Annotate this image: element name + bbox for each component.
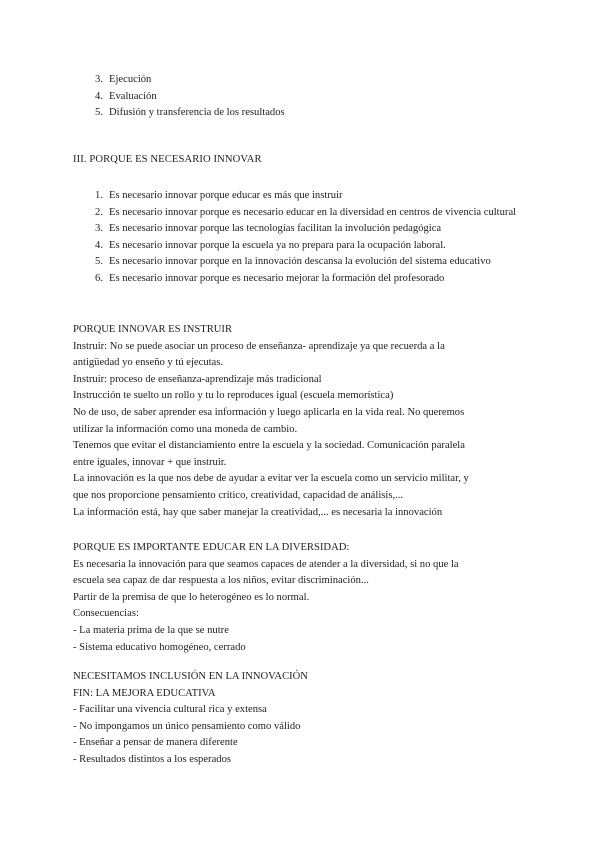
list-text: Ejecución <box>109 74 152 85</box>
list-text: Difusión y transferencia de los resultados <box>109 107 285 119</box>
list-text: Es necesario innovar porque es necesario educar en la diversidad en centros de vivencia cultural <box>109 206 517 218</box>
paragraph-line: - Enseñar a pensar de manera diferente <box>73 737 238 749</box>
paragraph-line: - La materia prima de la que se nutre <box>73 624 229 636</box>
paragraph-line: - Facilitar una vivencia cultural rica y extensa <box>73 704 267 716</box>
section-heading: PORQUE INNOVAR ES INSTRUIR <box>73 324 233 335</box>
paragraph-line: - Sistema educativo homogéneo, cerrado <box>73 641 246 653</box>
list-text: Es necesario innovar porque educar es más que instruir <box>109 190 343 201</box>
list-item <box>89 254 516 271</box>
paragraph-line: Partir de la premisa de que lo heterogéneo es lo normal. <box>73 591 310 603</box>
list-item <box>89 89 285 106</box>
section-heading-porque-innovar: III. PORQUE ES NECESARIO INNOVAR <box>73 154 262 165</box>
section-heading: PORQUE ES IMPORTANTE EDUCAR EN LA DIVERSIDAD: <box>73 542 350 553</box>
list-text: Evaluación <box>109 90 157 102</box>
list-number: 4. <box>95 90 103 102</box>
inclusion-section <box>73 669 543 769</box>
paragraph-line: Es necesaria la innovación para que seamos capaces de atender a la diversidad, si no que la <box>73 558 459 570</box>
list-text: Es necesario innovar porque las tecnologías facilitan la involución pedagógica <box>109 223 442 235</box>
paragraph-line: Instruir: No se puede asociar un proceso de enseñanza- aprendizaje ya que recuerda a la <box>73 340 445 352</box>
list-text: Es necesario innovar porque en la innovación descansa la evolución del sistema educativo <box>109 256 491 268</box>
paragraph-line: Instruir: proceso de enseñanza-aprendizaje más tradicional <box>73 373 322 385</box>
list-item <box>89 205 516 222</box>
paragraph-line: - No impongamos un único pensamiento como válido <box>73 720 301 732</box>
list-text: Es necesario innovar porque la escuela ya no prepara para la ocupación laboral. <box>109 239 446 251</box>
paragraph-line: Tenemos que evitar el distanciamiento entre la escuela y la sociedad. Comunicación paralela <box>73 440 465 452</box>
list-number: 4. <box>95 239 103 251</box>
list-number: 2. <box>95 206 103 218</box>
paragraph-line: La innovación es la que nos debe de ayudar a evitar ver la escuela como un servicio militar, y <box>73 473 469 485</box>
instruir-section <box>73 322 543 521</box>
paragraph-line: escuela sea capaz de dar respuesta a los niños, evitar discriminación... <box>73 575 369 587</box>
paragraph-line: entre iguales, innovar + que instruir. <box>73 456 227 468</box>
list-item <box>89 221 516 238</box>
paragraph-line: La información está, hay que saber manejar la creatividad,... es necesaria la innovación <box>73 506 443 518</box>
list-item <box>89 188 516 205</box>
paragraph-line: Consecuencias: <box>73 608 139 620</box>
list-number: 6. <box>95 272 103 284</box>
reasons-list <box>89 188 516 288</box>
paragraph-line: que nos proporcione pensamiento crítico, creatividad, capacidad de análisis,... <box>73 489 404 501</box>
list-number: 5. <box>95 107 103 119</box>
diversidad-section <box>73 540 543 656</box>
list-item <box>89 105 285 122</box>
list-number: 3. <box>95 223 103 235</box>
list-item <box>89 271 516 288</box>
paragraph-line: utilizar la información como una moneda de cambio. <box>73 423 298 435</box>
section-heading: NECESITAMOS INCLUSIÓN EN LA INNOVACIÓN <box>73 671 308 682</box>
list-item <box>89 72 285 89</box>
list-number: 3. <box>95 74 103 85</box>
paragraph-line: Instrucción te suelto un rollo y tu lo reproduces igual (escuela memorística) <box>73 390 394 402</box>
list-text: Es necesario innovar porque es necesario mejorar la formación del profesorado <box>109 272 445 284</box>
list-number: 1. <box>95 190 103 201</box>
list-item <box>89 238 516 255</box>
phases-list <box>89 72 285 122</box>
section-subheading: FIN: LA MEJORA EDUCATIVA <box>73 687 216 699</box>
paragraph-line: No de uso, de saber aprender esa información y luego aplicarla en la vida real. No queremos <box>73 406 465 418</box>
paragraph-line: antigüedad yo enseño y tú ejecutas. <box>73 357 224 369</box>
paragraph-line: - Resultados distintos a los esperados <box>73 753 232 765</box>
list-number: 5. <box>95 256 103 268</box>
